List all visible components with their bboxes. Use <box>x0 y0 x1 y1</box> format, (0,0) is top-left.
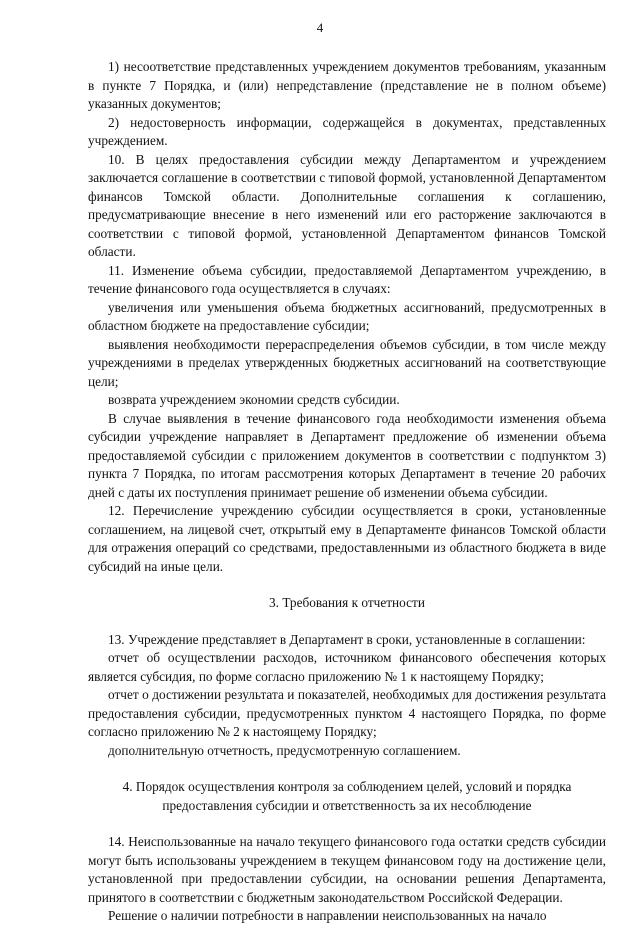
paragraph-clause-12: 12. Перечисление учреждению субсидии осуществляется в сроки, установленные соглашением, на лицевой счет, открытый ему в Департаменте финансов Томской области для отражения операций со средствами, предоставленными из областного бюджета в виде субсидий на иные цели. <box>88 503 606 574</box>
paragraph-case-redistribution: выявления необходимости перераспределения объемов субсидии, в том числе между учреждениями в пределах утвержденных бюджетных ассигнований на соответствующие цели; <box>88 336 606 389</box>
paragraph-report-expenses: отчет об осуществлении расходов, источником финансового обеспечения которых является субсидия, по форме согласно приложению № 1 к настоящему Порядку; <box>88 650 606 684</box>
paragraph-clause-13: 13. Учреждение представляет в Департамент в сроки, установленные в соглашении: <box>108 631 586 647</box>
section-4-heading-line-1: 4. Порядок осуществления контроля за соблюдением целей, условий и порядка <box>122 779 572 794</box>
paragraph-case-return: возврата учреждением экономии средств субсидии. <box>108 392 400 407</box>
page-number: 4 <box>316 20 324 35</box>
paragraph-report-results: отчет о достижении результата и показателей, необходимых для достижения результата предоставления субсидии, предусмотренных пунктом 4 настоящего Порядка, по форме согласно приложению № 2 к настоящему Порядку; <box>88 687 606 739</box>
paragraph-case-increase: увеличения или уменьшения объема бюджетных ассигнований, предусмотренных в областном бюджете на предоставление субсидии; <box>88 299 606 333</box>
paragraph-report-additional: дополнительную отчетность, предусмотренную соглашением. <box>108 742 461 758</box>
paragraph-change-procedure: В случае выявления в течение финансового года необходимости изменения объема субсидии учреждение направляет в Департамент предложение об изменении объема предоставляемой субсидии с приложением документов в соответствии с подпунктом 3) пункта 7 Порядка, по итогам рассмотрения которых Департамент в течение 20 рабочих дней с даты их поступления принимает решение об изменении объема субсидии. <box>88 410 606 500</box>
section-4-heading-line-2: предоставления субсидии и ответственность за их несоблюдение <box>162 797 532 813</box>
paragraph-clause-11: 11. Изменение объема субсидии, предоставляемой Департаментом учреждению, в течение финансового года осуществляется в случаях: <box>88 262 606 296</box>
paragraph-clause-10: 10. В целях предоставления субсидии между Департаментом и учреждением заключается соглашение в соответствии с типовой формой, установленной Департаментом финансов Томской области. Дополнительные соглашения к соглашению, предусматривающие внесение в него изменений или его расторжение заключаются в соответствии с типовой формой, установленной Департаментом финансов Томской области. <box>88 151 606 259</box>
document-body <box>88 58 606 926</box>
paragraph-decision: Решение о наличии потребности в направлении неиспользованных на начало <box>108 908 547 923</box>
paragraph-item-1: 1) несоответствие представленных учреждением документов требованиям, указанным в пункте 7 Порядка, и (или) непредставление (представление не в полном объеме) указанных документов; <box>88 59 606 111</box>
paragraph-item-2: 2) недостоверность информации, содержащейся в документах, представленных учреждением. <box>88 114 606 148</box>
paragraph-clause-14: 14. Неиспользованные на начало текущего финансового года остатки средств субсидии могут быть использованы учреждением в текущем финансовом году на достижение цели, установленной при предоставлении субсидии, на основании решения Департамента, принятого в соответствии с бюджетным законодательством Российской Федерации. <box>88 834 606 905</box>
section-3-heading: 3. Требования к отчетности <box>269 595 425 610</box>
